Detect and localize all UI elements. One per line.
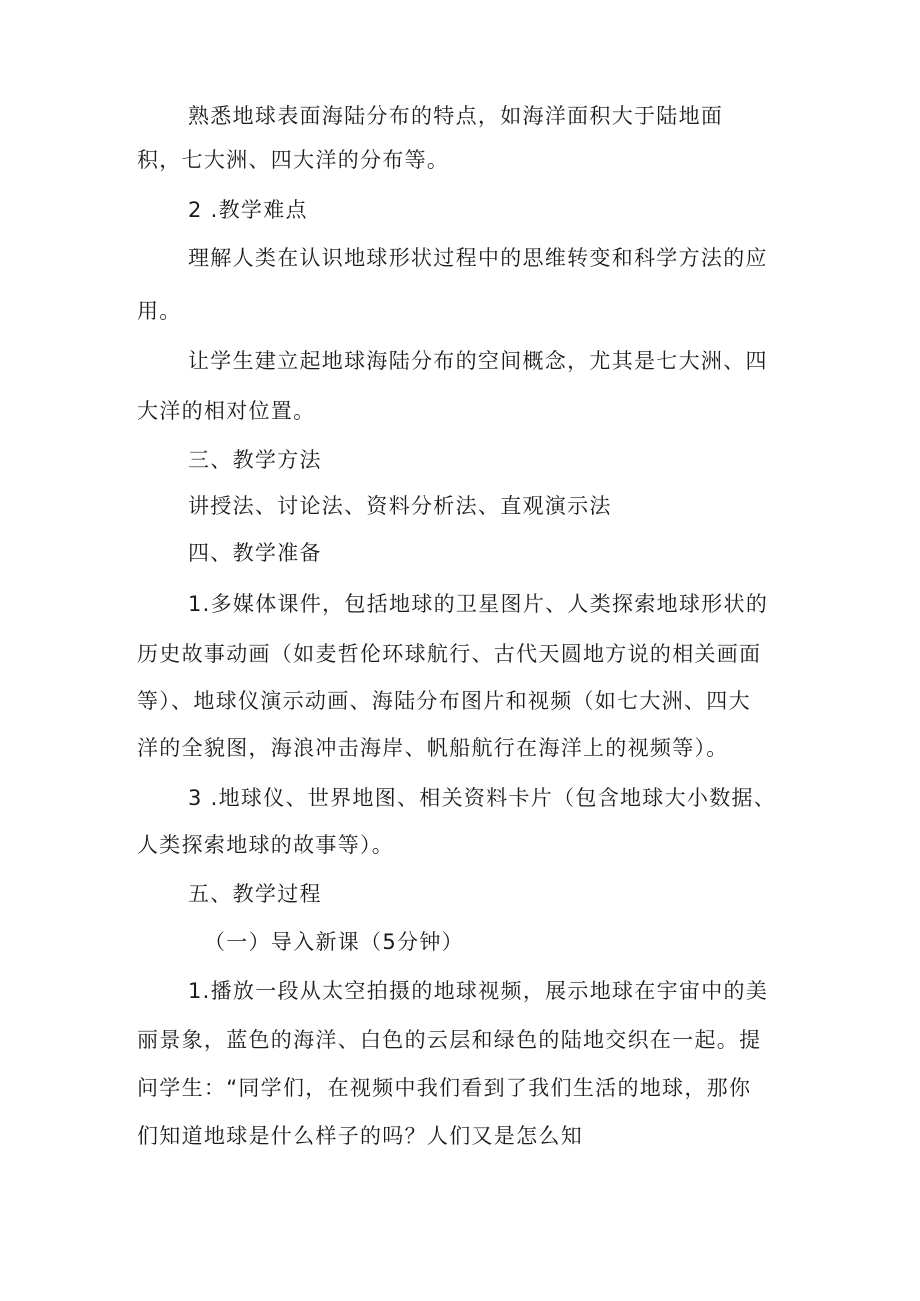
subheading-introduction: （一）导入新课（5分钟） <box>204 930 464 954</box>
paragraph-land-sea-features-line-2: 积，七大洲、四大洋的分布等。 <box>137 148 450 172</box>
paragraph-earth-shape-line-1: 理解人类在认识地球形状过程中的思维转变和科学方法的应 <box>188 246 768 270</box>
paragraph-methods-list: 讲授法、讨论法、资料分析法、直观演示法 <box>188 494 612 518</box>
paragraph-spatial-concept-line-2: 大洋的相对位置。 <box>137 399 316 423</box>
paragraph-land-sea-features-line-1: 熟悉地球表面海陆分布的特点，如海洋面积大于陆地面 <box>188 104 724 128</box>
heading-teaching-preparation: 四、教学准备 <box>188 541 322 565</box>
heading-teaching-difficulties: 2 .教学难点 <box>188 198 308 222</box>
paragraph-multimedia-line-1: 1.多媒体课件，包括地球的卫星图片、人类探索地球形状的 <box>188 592 769 616</box>
paragraph-video-line-4: 们知道地球是什么样子的吗？人们又是怎么知 <box>137 1124 583 1148</box>
paragraph-video-line-1: 1.播放一段从太空拍摄的地球视频，展示地球在宇宙中的美 <box>188 979 769 1003</box>
heading-teaching-process: 五、教学过程 <box>188 882 322 906</box>
paragraph-materials-line-2: 人类探索地球的故事等）。 <box>137 833 395 857</box>
paragraph-multimedia-line-4: 洋的全貌图，海浪冲击海岸、帆船航行在海洋上的视频等）。 <box>137 736 729 760</box>
paragraph-spatial-concept-line-1: 让学生建立起地球海陆分布的空间概念，尤其是七大洲、四 <box>188 349 768 373</box>
paragraph-multimedia-line-2: 历史故事动画（如麦哲伦环球航行、古代天圆地方说的相关画面 <box>137 642 762 666</box>
paragraph-earth-shape-line-2: 用。 <box>137 299 182 323</box>
heading-teaching-methods: 三、教学方法 <box>188 448 322 472</box>
paragraph-multimedia-line-3: 等）、地球仪演示动画、海陆分布图片和视频（如七大洲、四大 <box>137 689 751 713</box>
paragraph-video-line-3: 问学生：“同学们，在视频中我们看到了我们生活的地球，那你 <box>137 1076 752 1100</box>
paragraph-materials-line-1: 3 .地球仪、世界地图、相关资料卡片（包含地球大小数据、 <box>188 786 777 810</box>
paragraph-video-line-2: 丽景象，蓝色的海洋、白色的云层和绿色的陆地交织在一起。提 <box>137 1028 762 1052</box>
